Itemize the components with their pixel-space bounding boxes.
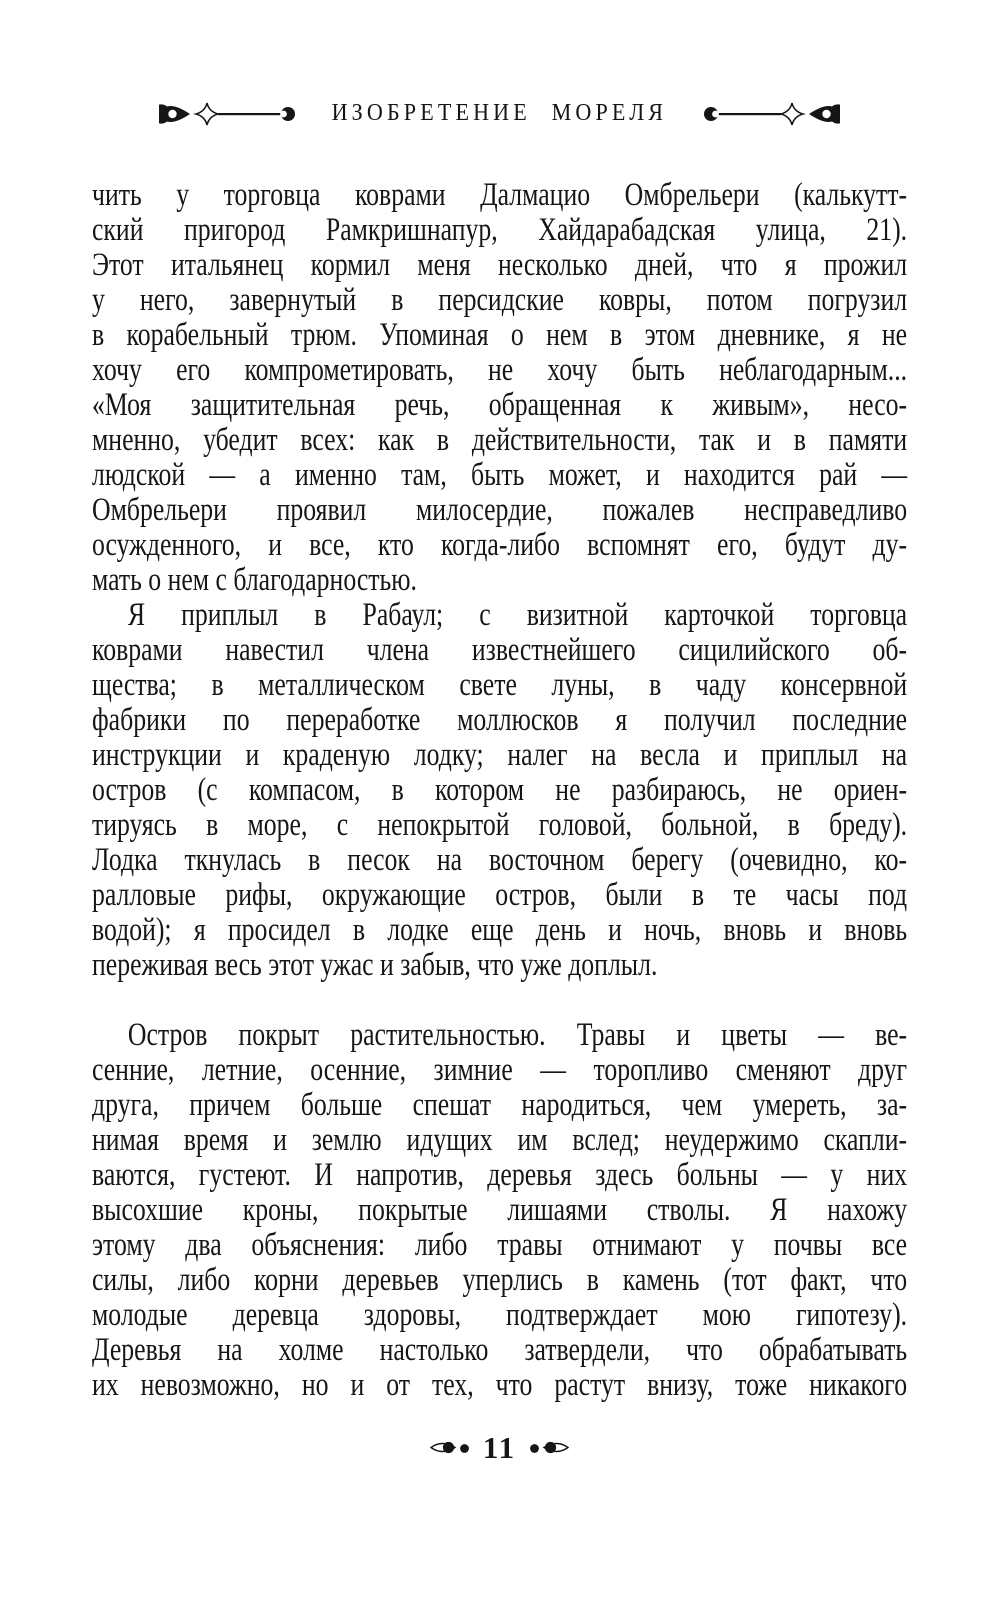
text-line: Этот итальянец кормил меня несколько дней, что я прожил (92, 247, 908, 283)
header-flourish-left-icon (159, 101, 297, 127)
text-line: этому два объяснения: либо травы отнимают у почвы все (92, 1227, 908, 1263)
page-footer (92, 1432, 907, 1463)
text-line: мать о нем с благодарностью. (92, 562, 417, 598)
text-line: Лодка ткнулась в песок на восточном берегу (очевидно, ко- (92, 842, 908, 878)
text-line: их невозможно, но и от тех, что растут внизу, тоже никакого (92, 1367, 908, 1403)
text-line: чить у торговца коврами Далмацио Омбрельери (калькутт- (92, 177, 908, 213)
text-line: коврами навестил члена известнейшего сицилийского об- (92, 632, 908, 668)
text-line: мненно, убедит всех: как в действительности, так и в памяти (92, 422, 908, 458)
text-line: ский пригород Рамкришнапур, Хайдарабадская улица, 21). (92, 212, 908, 248)
text-line: Деревья на холме настолько затвердели, что обрабатывать (92, 1332, 908, 1368)
text-line: силы, либо корни деревьев уперлись в камень (тот факт, что (92, 1262, 908, 1298)
text-line: остров (с компасом, в котором не разбираюсь, не ориен- (92, 772, 908, 808)
text-line: людской — а именно там, быть может, и находится рай — (92, 457, 908, 493)
text-line: инструкции и краденую лодку; налег на весла и приплыл на (92, 737, 908, 773)
text-line: нимая время и землю идущих им вслед; неудержимо скапли- (92, 1122, 908, 1158)
text-line: щества; в металлическом свете луны, в чаду консервной (92, 667, 908, 703)
text-line: Остров покрыт растительностью. Травы и цветы — ве- (127, 1017, 908, 1053)
text-column (92, 178, 907, 1403)
text-line: водой); я просидел в лодке еще день и ночь, вновь и вновь (92, 912, 908, 948)
page-number: 11 (482, 1430, 517, 1465)
running-header (92, 100, 907, 127)
text-line: молодые деревца здоровы, подтверждает мою гипотезу). (92, 1297, 908, 1333)
text-line: осужденного, и все, кто когда-либо вспомнят его, будут ду- (92, 527, 908, 563)
text-line: хочу его компрометировать, не хочу быть неблагодарным... (92, 352, 908, 388)
text-line: Омбрельери проявил милосердие, пожалев несправедливо (92, 492, 908, 528)
text-line: в корабельный трюм. Упоминая о нем в этом дневнике, я не (92, 317, 908, 353)
text-line: Я приплыл в Рабаул; с визитной карточкой торговца (127, 597, 908, 633)
text-line: фабрики по переработке моллюсков я получил последние (92, 702, 908, 738)
footer-eye-ornament-right-icon (529, 1439, 569, 1456)
text-line: «Моя защитительная речь, обращенная к живым», несо- (92, 387, 908, 423)
footer-eye-ornament-left-icon (430, 1439, 470, 1456)
text-line: друга, причем больше спешат народиться, чем умереть, за- (92, 1087, 908, 1123)
text-line: сенние, летние, осенние, зимние — торопливо сменяют друг (92, 1052, 908, 1088)
text-line: ралловые рифы, окружающие остров, были в те часы под (92, 877, 908, 913)
header-flourish-right-icon (702, 101, 840, 127)
text-line: у него, завернутый в персидские ковры, потом погрузил (92, 282, 908, 318)
page-title: ИЗОБРЕТЕНИЕ МОРЕЛЯ (331, 100, 668, 126)
text-line: высохшие кроны, покрытые лишаями стволы. Я нахожу (92, 1192, 908, 1228)
text-line: переживая весь этот ужас и забыв, что уже доплыл. (92, 947, 658, 983)
text-line: тируясь в море, с непокрытой головой, больной, в бреду). (92, 807, 908, 843)
text-line: ваются, густеют. И напротив, деревья здесь больны — у них (92, 1157, 908, 1193)
